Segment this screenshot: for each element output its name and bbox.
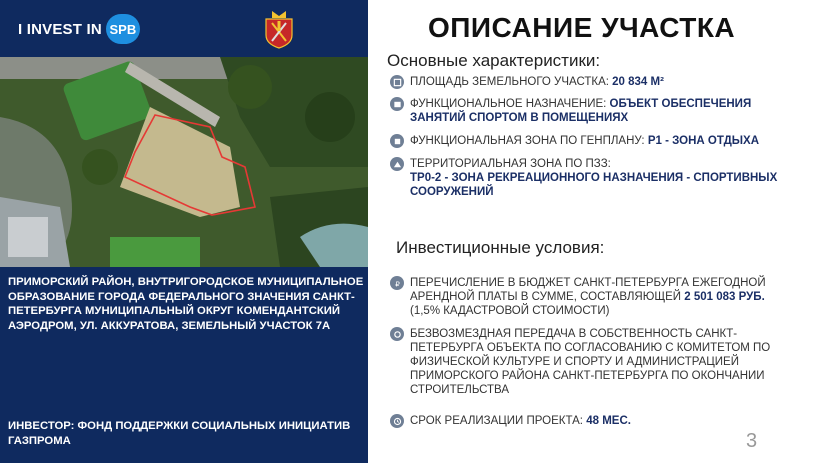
handover-icon bbox=[390, 327, 404, 341]
area-label: ПЛОЩАДЬ ЗЕМЕЛЬНОГО УЧАСТКА: bbox=[410, 76, 613, 88]
main-characteristics-heading: Основные характеристики: bbox=[387, 51, 601, 70]
term-label: СРОК РЕАЛИЗАЦИИ ПРОЕКТА: bbox=[410, 415, 587, 427]
investor-text: ИНВЕСТОР: ФОНД ПОДДЕРЖКИ СОЦИАЛЬНЫХ ИНИЦИАТИВ ГАЗПРОМА bbox=[8, 420, 351, 447]
left-panel bbox=[0, 0, 368, 463]
transfer-item bbox=[390, 327, 810, 397]
area-value: 20 834 М² bbox=[612, 76, 664, 88]
zone-label: ФУНКЦИОНАЛЬНАЯ ЗОНА ПО ГЕНПЛАНУ: bbox=[410, 135, 648, 147]
clock-icon bbox=[390, 414, 404, 428]
rent-value: 2 501 083 РУБ. bbox=[684, 291, 765, 303]
term-item bbox=[390, 414, 810, 428]
logo-badge: SPB bbox=[106, 14, 140, 44]
page-number: 3 bbox=[746, 430, 758, 452]
area-item bbox=[390, 75, 810, 89]
term-value: 48 МЕС. bbox=[586, 415, 631, 427]
svg-text:₽: ₽ bbox=[394, 278, 400, 288]
rent-note: (1,5% КАДАСТРОВОЙ СТОИМОСТИ) bbox=[410, 305, 610, 317]
purpose-label: ФУНКЦИОНАЛЬНОЕ НАЗНАЧЕНИЕ: bbox=[410, 98, 610, 110]
invest-in-spb-logo bbox=[18, 14, 140, 44]
purpose-item bbox=[390, 97, 810, 125]
rent-item bbox=[390, 276, 810, 318]
logo-text: I INVEST IN bbox=[18, 20, 102, 38]
coat-of-arms-icon bbox=[262, 9, 296, 49]
territory-icon bbox=[390, 157, 404, 171]
territory-label: ТЕРРИТОРИАЛЬНАЯ ЗОНА ПО ПЗЗ: bbox=[410, 158, 611, 170]
investment-conditions-heading: Инвестиционные условия: bbox=[396, 238, 605, 257]
territory-value: ТР0-2 - ЗОНА РЕКРЕАЦИОННОГО НАЗНАЧЕНИЯ - СПОРТИВНЫХ СООРУЖЕНИЙ bbox=[410, 172, 778, 198]
rent-text: ПЕРЕЧИСЛЕНИЕ В БЮДЖЕТ САНКТ-ПЕТЕРБУРГА ЕЖЕГОДНОЙ АРЕНДНОЙ ПЛАТЫ В СУММЕ, СОСТАВЛЯЮЩЕЙ bbox=[410, 277, 766, 303]
zone-icon bbox=[390, 134, 404, 148]
aerial-map bbox=[0, 57, 368, 267]
purpose-icon bbox=[390, 97, 404, 111]
address-text: ПРИМОРСКИЙ РАЙОН, ВНУТРИГОРОДСКОЕ МУНИЦИПАЛЬНОЕ ОБРАЗОВАНИЕ ГОРОДА ФЕДЕРАЛЬНОГО ЗНАЧЕНИЯ САНКТ-ПЕТЕРБУРГА МУНИЦИПАЛЬНЫЙ ОКРУГ КОМЕНДАНТСКИЙ АЭРОДРОМ, УЛ. АККУРАТОВА, ЗЕМЕЛЬНЫЙ УЧАСТОК 7А bbox=[8, 276, 364, 332]
ruble-icon bbox=[390, 276, 404, 290]
area-icon bbox=[390, 75, 404, 89]
header-bar bbox=[0, 0, 368, 57]
territory-item bbox=[390, 157, 810, 199]
page-title: ОПИСАНИЕ УЧАСТКА bbox=[428, 12, 736, 43]
transfer-text: БЕЗВОЗМЕЗДНАЯ ПЕРЕДАЧА В СОБСТВЕННОСТЬ САНКТ-ПЕТЕРБУРГА ОБЪЕКТА ПО СОГЛАСОВАНИЮ С КОМИТЕТОМ ПО ФИЗИЧЕСКОЙ КУЛЬТУРЕ И СПОРТУ И АДМИНИСТРАЦИЕЙ ПРИМОРСКОГО РАЙОНА САНКТ-ПЕТЕРБУРГА ПО ОКОНЧАНИИ СТРОИТЕЛЬСТВА bbox=[410, 328, 771, 396]
zone-item bbox=[390, 134, 810, 148]
purpose-value: ОБЪЕКТ ОБЕСПЕЧЕНИЯ ЗАНЯТИЙ СПОРТОМ В ПОМЕЩЕНИЯХ bbox=[410, 98, 752, 124]
zone-value: Р1 - ЗОНА ОТДЫХА bbox=[647, 135, 760, 147]
